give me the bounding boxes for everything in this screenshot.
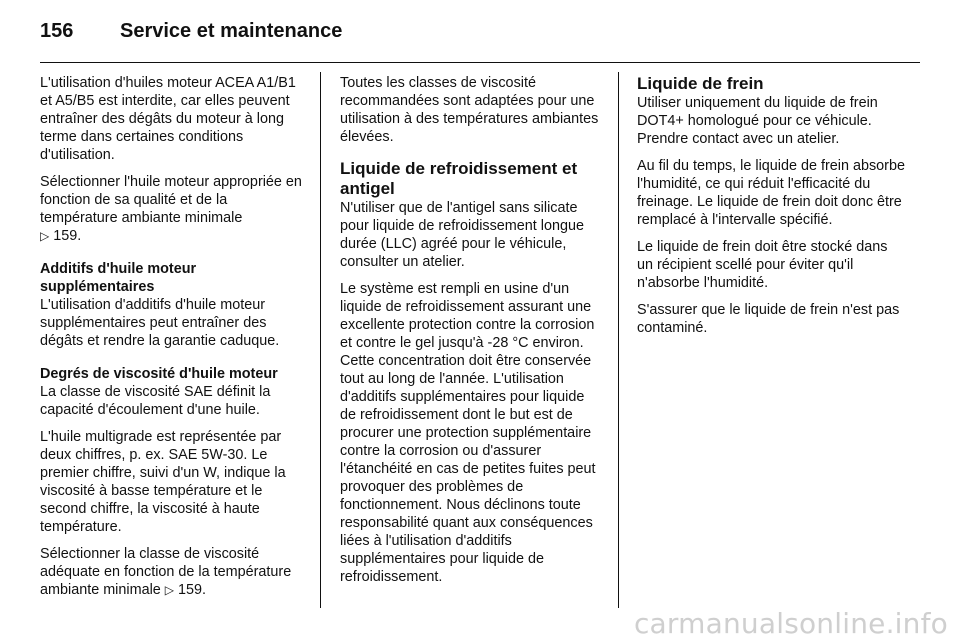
paragraph-humidity: Au fil du temps, le liquide de frein absorbe l'humidité, ce qui réduit l'efficacité du freinage. Le liquide de frein doit donc être remplacé à l'intervalle spécifié. <box>637 158 905 228</box>
header-divider <box>40 62 920 63</box>
paragraph-viscosity-classes: Toutes les classes de viscosité recommandées sont adaptées pour une utilisation à des températures ambiantes élevées. <box>340 75 599 145</box>
page-reference[interactable]: 159. <box>53 228 82 244</box>
column-divider-2 <box>618 72 619 608</box>
column-2 <box>340 74 604 595</box>
page-reference[interactable]: 159. <box>178 582 207 598</box>
column-1 <box>40 74 304 608</box>
watermark: carmanualsonline.info <box>633 607 948 640</box>
paragraph-sae-class: La classe de viscosité SAE définit la capacité d'écoulement d'une huile. <box>40 384 271 418</box>
paragraph-contamination: S'assurer que le liquide de frein n'est pas contaminé. <box>637 302 900 336</box>
paragraph-antifreeze: N'utiliser que de l'antigel sans silicate pour liquide de refroidissement longue durée (LLC) agréé pour le véhicule, consulter un atelier. <box>340 200 584 270</box>
paragraph-dot4: Utiliser uniquement du liquide de frein DOT4+ homologué pour ce véhicule. Prendre contact avec un atelier. <box>637 95 878 147</box>
paragraph-additives: L'utilisation d'additifs d'huile moteur supplémentaires peut entraîner des dégâts et rendre la garantie caduque. <box>40 297 280 349</box>
heading-brake-fluid: Liquide de frein <box>637 74 764 93</box>
paragraph-select-oil-text: Sélectionner l'huile moteur appropriée en fonction de sa qualité et de la température ambiante minimale <box>40 174 302 226</box>
subheading-viscosity: Degrés de viscosité d'huile moteur <box>40 366 278 382</box>
page-title: Service et maintenance <box>120 20 343 42</box>
page-number: 156 <box>40 20 74 42</box>
paragraph-select-viscosity <box>40 545 304 599</box>
paragraph-select-viscosity-text: Sélectionner la classe de viscosité adéquate en fonction de la température ambiante minimale <box>40 546 292 598</box>
page-reference-arrow-icon[interactable]: ▷ <box>164 583 175 597</box>
column-divider-1 <box>320 72 321 608</box>
paragraph-multigrade: L'huile multigrade est représentée par deux chiffres, p. ex. SAE 5W-30. Le premier chiffre, suivi d'un W, indique la viscosité à basse température et le second chiffre, la viscosité à haute température. <box>40 429 286 535</box>
column-3 <box>637 74 905 346</box>
page-reference-arrow-icon[interactable]: ▷ <box>40 229 50 243</box>
paragraph-acea-oils: L'utilisation d'huiles moteur ACEA A1/B1 et A5/B5 est interdite, car elles peuvent entraîner des dégâts du moteur à long terme dans certaines conditions d'utilisation. <box>40 75 296 163</box>
subheading-additives: Additifs d'huile moteur supplémentaires <box>40 261 197 295</box>
paragraph-select-oil <box>40 173 304 245</box>
paragraph-coolant-system: Le système est rempli en usine d'un liquide de refroidissement assurant une excellente protection contre la corrosion et contre le gel jusqu'à -28 °C environ. Cette concentration doit être conservée tout au long de l'année. L'utilisation d'additifs supplémentaires pour liquide de refroidissement dont le but est de procurer une protection supplémentaire contre la corrosion ou d'assurer l'étanchéité en cas de petites fuites peut provoquer des problèmes de fonctionnement. Nous déclinons toute responsabilité quant aux conséquences liées à l'utilisation d'additifs supplémentaires pour liquide de refroidissement. <box>340 281 596 585</box>
paragraph-storage: Le liquide de frein doit être stocké dans un récipient scellé pour éviter qu'il n'absorbe l'humidité. <box>637 239 888 291</box>
page-header <box>40 20 342 46</box>
heading-coolant: Liquide de refroidissement et antigel <box>340 159 578 198</box>
